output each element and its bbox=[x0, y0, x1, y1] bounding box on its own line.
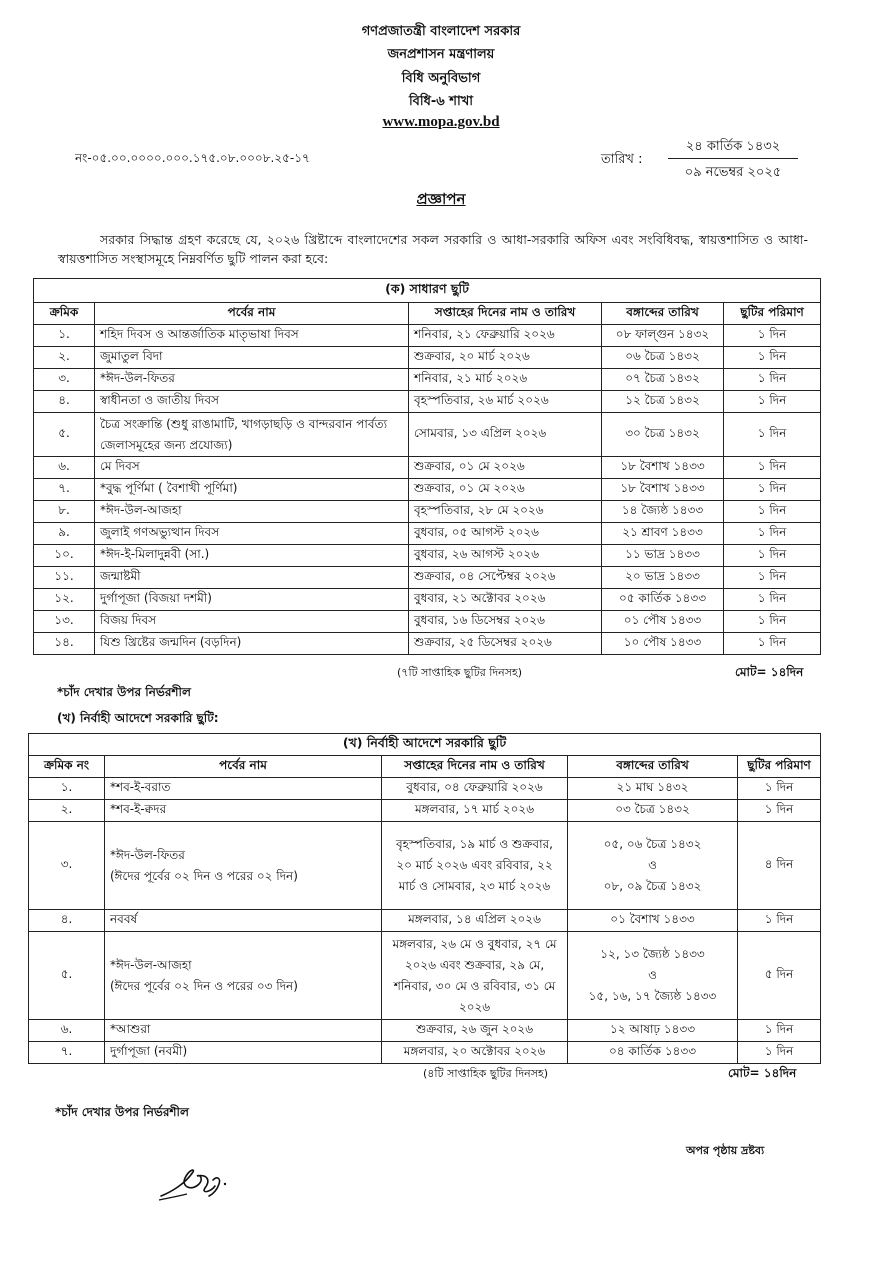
table-cell: ৮. bbox=[34, 501, 95, 523]
table-cell: মঙ্গলবার, ১৭ মার্চ ২০২৬ bbox=[382, 800, 568, 822]
table-cell: ১২, ১৩ জ্যৈষ্ঠ ১৪৩৩ ও ১৫, ১৬, ১৭ জ্যৈষ্ঠ ১৪৩৩ bbox=[568, 932, 738, 1020]
column-header: পর্বের নাম bbox=[95, 303, 409, 325]
table-row bbox=[29, 822, 821, 910]
table-cell: শুক্রবার, ০৪ সেপ্টেম্বর ২০২৬ bbox=[409, 567, 602, 589]
table-caption: (ক) সাধারণ ছুটি bbox=[34, 279, 821, 303]
table-caption-row bbox=[34, 279, 821, 303]
table-cell: ৪ দিন bbox=[738, 822, 821, 910]
table-cell: মঙ্গলবার, ১৪ এপ্রিল ২০২৬ bbox=[382, 910, 568, 932]
table-cell: ১ দিন bbox=[724, 413, 821, 457]
govt-name: গণপ্রজাতন্ত্রী বাংলাদেশ সরকার bbox=[361, 24, 521, 39]
table-cell: ৬. bbox=[29, 1020, 105, 1042]
table-cell: ১ দিন bbox=[724, 567, 821, 589]
table-cell: ১২. bbox=[34, 589, 95, 611]
table-cell: ০৮ ফাল্গুন ১৪৩২ bbox=[602, 325, 724, 347]
table-cell: ০৪ কার্তিক ১৪৩৩ bbox=[568, 1042, 738, 1064]
intro-paragraph: সরকার সিদ্ধান্ত গ্রহণ করেছে যে, ২০২৬ খ্রিষ্টাব্দে বাংলাদেশের সকল সরকারি ও আধা-সরকারি অফিস এবং সংবিধিবদ্ধ, স্বায়ত্তশাসিত ও আধা-স্বায়ত্তশাসিত সংস্থাসমূহে নিম্নবর্ণিত ছুটি পালন করা হবে: bbox=[58, 232, 808, 266]
table-cell: যিশু খ্রিষ্টের জন্মদিন (বড়দিন) bbox=[95, 633, 409, 655]
table-row bbox=[29, 1020, 821, 1042]
column-header: বঙ্গাব্দের তারিখ bbox=[568, 756, 738, 778]
table-cell: ১১. bbox=[34, 567, 95, 589]
table-row bbox=[34, 391, 821, 413]
table-cell: ১৩. bbox=[34, 611, 95, 633]
table-cell: বৃহস্পতিবার, ১৯ মার্চ ও শুক্রবার, ২০ মার্চ ২০২৬ এবং রবিবার, ২২ মার্চ ও সোমবার, ২৩ মার্চ ২০২৬ bbox=[382, 822, 568, 910]
table-cell: মঙ্গলবার, ২৬ মে ও বুধবার, ২৭ মে ২০২৬ এবং শুক্রবার, ২৯ মে, শনিবার, ৩০ মে ও রবিবার, ৩১ মে ২০২৬ bbox=[382, 932, 568, 1020]
table-cell: ১৮ বৈশাখ ১৪৩৩ bbox=[602, 457, 724, 479]
table-cell: ১৮ বৈশাখ ১৪৩৩ bbox=[602, 479, 724, 501]
table-cell: ১৪ জ্যৈষ্ঠ ১৪৩৩ bbox=[602, 501, 724, 523]
table-cell: ১. bbox=[34, 325, 95, 347]
column-header: ক্রমিক নং bbox=[29, 756, 105, 778]
table-row bbox=[29, 932, 821, 1020]
table-row bbox=[34, 633, 821, 655]
table-cell: মে দিবস bbox=[95, 457, 409, 479]
table-cell: *ঈদ-উল-আজহা (ঈদের পূর্বের ০২ দিন ও পরের ০৩ দিন) bbox=[105, 932, 382, 1020]
table-cell: *ঈদ-উল-আজহা bbox=[95, 501, 409, 523]
table-row bbox=[34, 457, 821, 479]
table-row bbox=[34, 325, 821, 347]
table-row bbox=[34, 567, 821, 589]
table-cell: স্বাধীনতা ও জাতীয় দিবস bbox=[95, 391, 409, 413]
table-cell: *ঈদ-উল-ফিতর (ঈদের পূর্বের ০২ দিন ও পরের ০২ দিন) bbox=[105, 822, 382, 910]
table-row bbox=[34, 611, 821, 633]
date-bangla: ২৪ কার্তিক ১৪৩২ bbox=[685, 139, 781, 154]
table-cell: ০১ পৌষ ১৪৩৩ bbox=[602, 611, 724, 633]
table-cell: ১ দিন bbox=[724, 325, 821, 347]
column-header: পর্বের নাম bbox=[105, 756, 382, 778]
table-a-footnote: (৭টি সাপ্তাহিক ছুটির দিনসহ) bbox=[397, 666, 523, 679]
table-header-row bbox=[29, 756, 821, 778]
table-cell: ৭. bbox=[29, 1042, 105, 1064]
table-cell: ৪. bbox=[29, 910, 105, 932]
section-b-title: (খ) নির্বাহী আদেশে সরকারি ছুটি: bbox=[57, 711, 219, 725]
continued-note: অপর পৃষ্ঠায় দ্রষ্টব্য bbox=[686, 1144, 765, 1157]
page-title: প্রজ্ঞাপন bbox=[416, 190, 466, 208]
table-cell: শনিবার, ২১ ফেব্রুয়ারি ২০২৬ bbox=[409, 325, 602, 347]
table-cell: ০৫ কার্তিক ১৪৩৩ bbox=[602, 589, 724, 611]
table-cell: ৫ দিন bbox=[738, 932, 821, 1020]
table-cell: শুক্রবার, ০১ মে ২০২৬ bbox=[409, 479, 602, 501]
table-row bbox=[34, 545, 821, 567]
table-cell: *শব-ই-বরাত bbox=[105, 778, 382, 800]
table-cell: ২১ শ্রাবণ ১৪৩৩ bbox=[602, 523, 724, 545]
column-header: ছুটির পরিমাণ bbox=[738, 756, 821, 778]
table-cell: শুক্রবার, ২৬ জুন ২০২৬ bbox=[382, 1020, 568, 1042]
column-header: ক্রমিক bbox=[34, 303, 95, 325]
column-header: বঙ্গাব্দের তারিখ bbox=[602, 303, 724, 325]
table-row bbox=[29, 800, 821, 822]
table-cell: ৩০ চৈত্র ১৪৩২ bbox=[602, 413, 724, 457]
table-cell: *ঈদ-উল-ফিতর bbox=[95, 369, 409, 391]
table-cell: ১২ আষাঢ় ১৪৩৩ bbox=[568, 1020, 738, 1042]
table-cell: ৪. bbox=[34, 391, 95, 413]
table-cell: শুক্রবার, ২৫ ডিসেম্বর ২০২৬ bbox=[409, 633, 602, 655]
table-cell: ০৩ চৈত্র ১৪৩২ bbox=[568, 800, 738, 822]
table-cell: ১ দিন bbox=[738, 910, 821, 932]
table-cell: ৫. bbox=[29, 932, 105, 1020]
table-cell: ১৪. bbox=[34, 633, 95, 655]
table-header-row bbox=[34, 303, 821, 325]
date-english: ০৯ নভেম্বর ২০২৫ bbox=[684, 165, 782, 180]
table-cell: ১ দিন bbox=[724, 545, 821, 567]
table-cell: ০১ বৈশাখ ১৪৩৩ bbox=[568, 910, 738, 932]
table-cell: ১ দিন bbox=[724, 633, 821, 655]
table-cell: ১ দিন bbox=[738, 800, 821, 822]
date-divider bbox=[668, 158, 798, 159]
table-cell: বৃহস্পতিবার, ২৬ মার্চ ২০২৬ bbox=[409, 391, 602, 413]
table-cell: ২০ ভাদ্র ১৪৩৩ bbox=[602, 567, 724, 589]
table-cell: জন্মাষ্টমী bbox=[95, 567, 409, 589]
table-cell: ০৭ চৈত্র ১৪৩২ bbox=[602, 369, 724, 391]
table-row bbox=[34, 523, 821, 545]
table-cell: বুধবার, ২১ অক্টোবর ২০২৬ bbox=[409, 589, 602, 611]
table-cell: বুধবার, ০৫ আগস্ট ২০২৬ bbox=[409, 523, 602, 545]
date-label: তারিখ : bbox=[601, 152, 643, 167]
table-cell: ২. bbox=[34, 347, 95, 369]
table-row bbox=[29, 778, 821, 800]
division-name: বিধি অনুবিভাগ bbox=[401, 71, 481, 86]
column-header: সপ্তাহের দিনের নাম ও তারিখ bbox=[382, 756, 568, 778]
table-row bbox=[29, 1042, 821, 1064]
table-cell: নববর্ষ bbox=[105, 910, 382, 932]
table-b-total: মোট= ১৪দিন bbox=[728, 1066, 797, 1080]
table-cell: মঙ্গলবার, ২০ অক্টোবর ২০২৬ bbox=[382, 1042, 568, 1064]
table-cell: ২. bbox=[29, 800, 105, 822]
table-cell: ৩. bbox=[34, 369, 95, 391]
table-cell: বুধবার, ১৬ ডিসেম্বর ২০২৬ bbox=[409, 611, 602, 633]
table-cell: ১ দিন bbox=[724, 457, 821, 479]
table-cell: ১ দিন bbox=[738, 1020, 821, 1042]
table-cell: বিজয় দিবস bbox=[95, 611, 409, 633]
table-cell: শুক্রবার, ২০ মার্চ ২০২৬ bbox=[409, 347, 602, 369]
table-cell: ৩. bbox=[29, 822, 105, 910]
table-cell: ১০. bbox=[34, 545, 95, 567]
table-cell: *আশুরা bbox=[105, 1020, 382, 1042]
table-cell: চৈত্র সংক্রান্তি (শুধু রাঙামাটি, খাগড়াছড়ি ও বান্দরবান পার্বত্য জেলাসমূহের জন্য প্রযোজ্য) bbox=[95, 413, 409, 457]
memo-number: নং-০৫.০০.০০০০.০০০.১৭৫.০৮.০০০৮.২৫-১৭ bbox=[75, 151, 310, 165]
table-cell: শুক্রবার, ০১ মে ২০২৬ bbox=[409, 457, 602, 479]
signature-image bbox=[155, 1158, 235, 1206]
moon-note-a: *চাঁদ দেখার উপর নির্ভরশীল bbox=[57, 685, 191, 699]
table-cell: জুমাতুল বিদা bbox=[95, 347, 409, 369]
table-cell: ১ দিন bbox=[738, 1042, 821, 1064]
table-cell: বৃহস্পতিবার, ২৮ মে ২০২৬ bbox=[409, 501, 602, 523]
table-cell: ১২ চৈত্র ১৪৩২ bbox=[602, 391, 724, 413]
table-cell: ২১ মাঘ ১৪৩২ bbox=[568, 778, 738, 800]
column-header: সপ্তাহের দিনের নাম ও তারিখ bbox=[409, 303, 602, 325]
table-cell: বুধবার, ২৬ আগস্ট ২০২৬ bbox=[409, 545, 602, 567]
table-cell: শনিবার, ২১ মার্চ ২০২৬ bbox=[409, 369, 602, 391]
branch-name: বিধি-৬ শাখা bbox=[408, 94, 474, 109]
table-row bbox=[34, 369, 821, 391]
table-cell: ১০ পৌষ ১৪৩৩ bbox=[602, 633, 724, 655]
table-cell: *বুদ্ধ পূর্ণিমা ( বৈশাখী পূর্ণিমা) bbox=[95, 479, 409, 501]
general-holiday-table bbox=[33, 278, 821, 655]
table-cell: ১ দিন bbox=[724, 347, 821, 369]
table-cell: *শব-ই-ক্বদর bbox=[105, 800, 382, 822]
table-cell: ১১ ভাদ্র ১৪৩৩ bbox=[602, 545, 724, 567]
table-cell: দুর্গাপূজা (নবমী) bbox=[105, 1042, 382, 1064]
table-b-footnote: (৪টি সাপ্তাহিক ছুটির দিনসহ) bbox=[423, 1067, 549, 1080]
table-row bbox=[34, 413, 821, 457]
table-cell: ৫. bbox=[34, 413, 95, 457]
table-cell: ০৫, ০৬ চৈত্র ১৪৩২ ও ০৮, ০৯ চৈত্র ১৪৩২ bbox=[568, 822, 738, 910]
table-a-total: মোট= ১৪দিন bbox=[735, 665, 804, 679]
table-cell: ৭. bbox=[34, 479, 95, 501]
table-row bbox=[29, 910, 821, 932]
table-cell: ১ দিন bbox=[738, 778, 821, 800]
table-row bbox=[34, 501, 821, 523]
table-cell: সোমবার, ১৩ এপ্রিল ২০২৬ bbox=[409, 413, 602, 457]
table-cell: ১ দিন bbox=[724, 479, 821, 501]
table-cell: বুধবার, ০৪ ফেব্রুয়ারি ২০২৬ bbox=[382, 778, 568, 800]
table-cell: *ঈদ-ই-মিলাদুন্নবী (সা.) bbox=[95, 545, 409, 567]
table-cell: ০৬ চৈত্র ১৪৩২ bbox=[602, 347, 724, 369]
ministry-name: জনপ্রশাসন মন্ত্রণালয় bbox=[387, 47, 495, 62]
table-cell: ১. bbox=[29, 778, 105, 800]
moon-note-b: *চাঁদ দেখার উপর নির্ভরশীল bbox=[55, 1105, 189, 1119]
table-cell: শহিদ দিবস ও আন্তর্জাতিক মাতৃভাষা দিবস bbox=[95, 325, 409, 347]
table-cell: জুলাই গণঅভ্যুত্থান দিবস bbox=[95, 523, 409, 545]
table-caption: (খ) নির্বাহী আদেশে সরকারি ছুটি bbox=[29, 734, 821, 756]
table-row bbox=[34, 589, 821, 611]
table-row bbox=[34, 347, 821, 369]
table-cell: ৬. bbox=[34, 457, 95, 479]
executive-holiday-table bbox=[28, 733, 821, 1064]
column-header: ছুটির পরিমাণ bbox=[724, 303, 821, 325]
table-cell: ১ দিন bbox=[724, 391, 821, 413]
table-cell: ১ দিন bbox=[724, 589, 821, 611]
table-cell: দুর্গাপূজা (বিজয়া দশমী) bbox=[95, 589, 409, 611]
table-cell: ৯. bbox=[34, 523, 95, 545]
table-cell: ১ দিন bbox=[724, 369, 821, 391]
table-cell: ১ দিন bbox=[724, 611, 821, 633]
table-caption-row bbox=[29, 734, 821, 756]
website-link[interactable]: www.mopa.gov.bd bbox=[382, 114, 500, 130]
table-cell: ১ দিন bbox=[724, 523, 821, 545]
table-cell: ১ দিন bbox=[724, 501, 821, 523]
table-row bbox=[34, 479, 821, 501]
